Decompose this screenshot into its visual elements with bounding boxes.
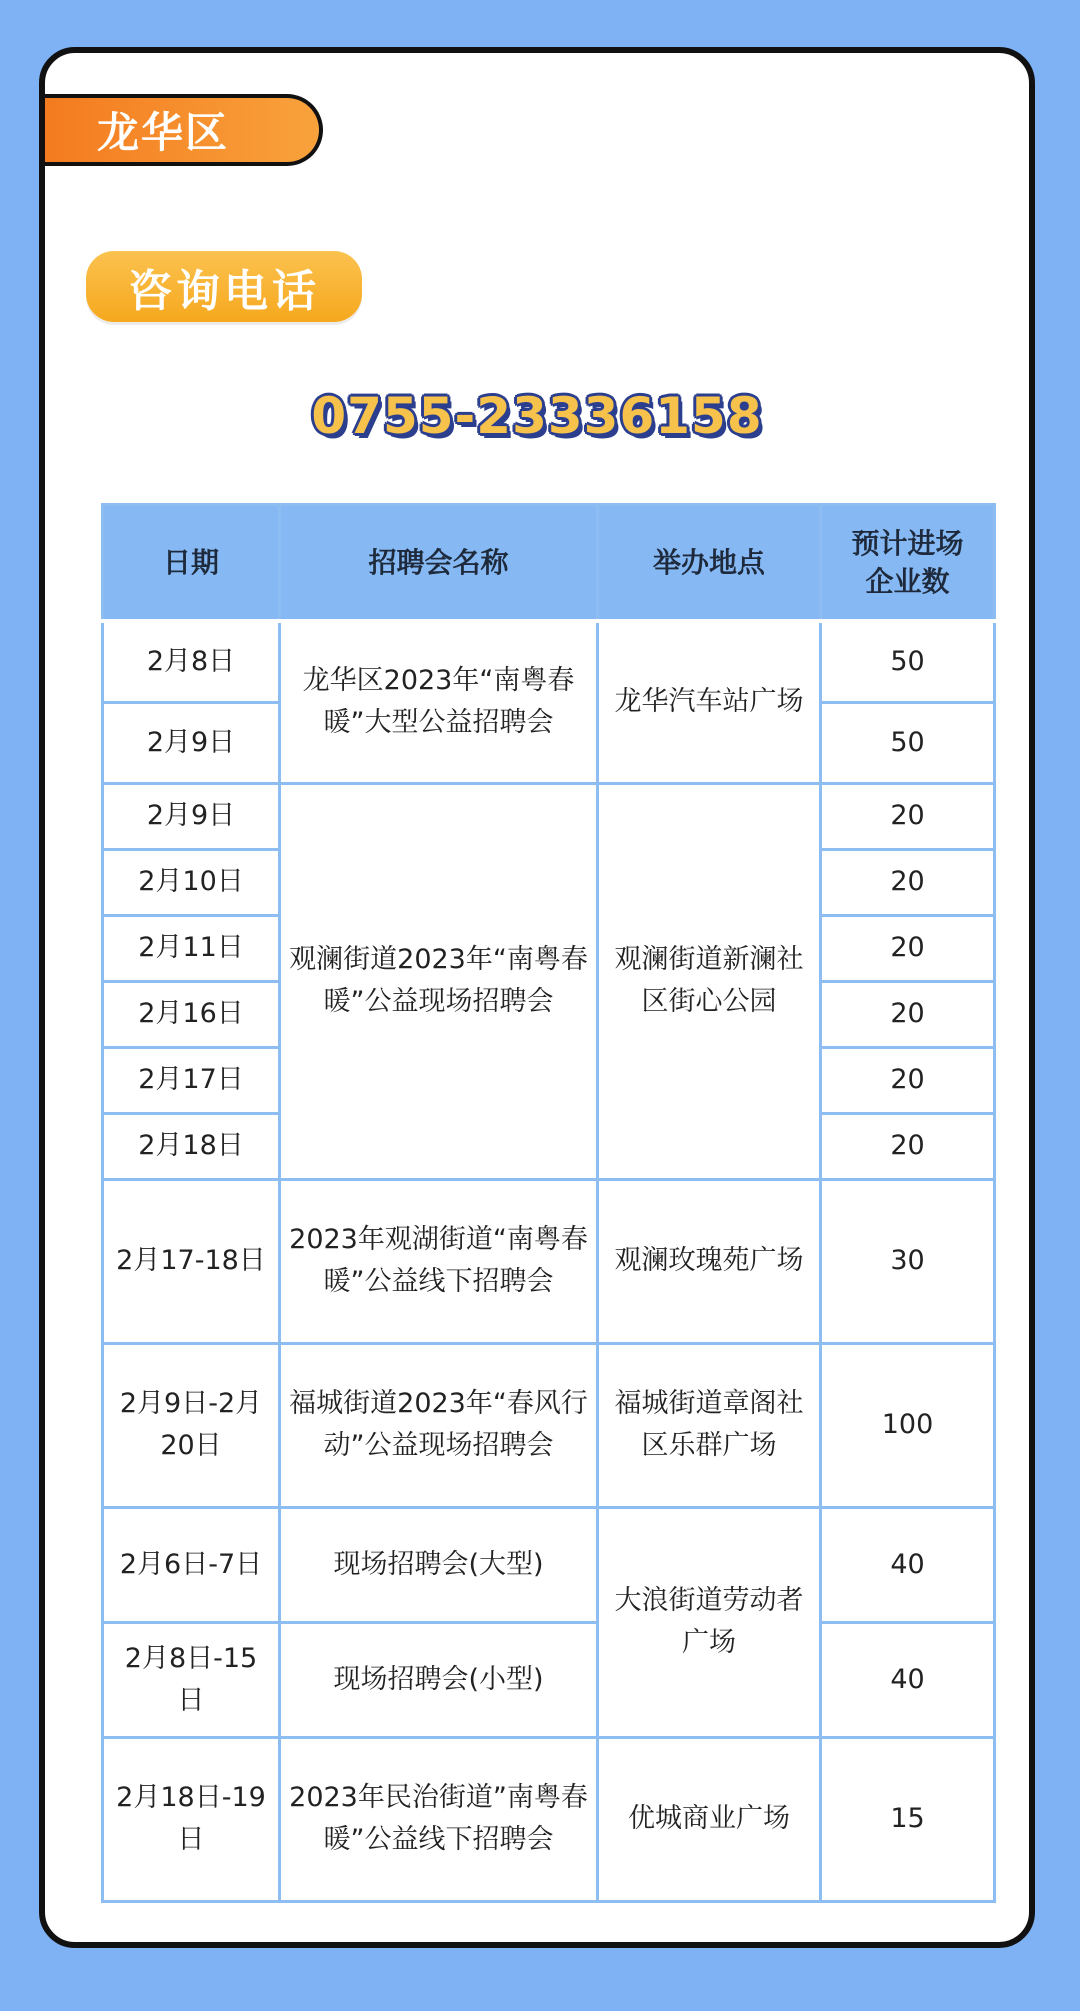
place-cell: 龙华汽车站广场 bbox=[598, 621, 821, 783]
fair-name-cell: 龙华区2023年“南粤春暖”大型公益招聘会 bbox=[280, 621, 598, 783]
count-cell: 20 bbox=[821, 981, 995, 1047]
fair-name-cell: 福城街道2023年“春风行动”公益现场招聘会 bbox=[280, 1343, 598, 1507]
date-cell: 2月9日-2月20日 bbox=[103, 1343, 280, 1507]
fair-name-cell: 现场招聘会(大型) bbox=[280, 1507, 598, 1622]
header-name: 招聘会名称 bbox=[280, 505, 598, 622]
count-cell: 30 bbox=[821, 1179, 995, 1343]
table-row bbox=[103, 1179, 995, 1343]
header-count: 预计进场企业数 bbox=[821, 505, 995, 622]
phone-number[interactable]: 0755-23336158 bbox=[311, 387, 763, 445]
header-place: 举办地点 bbox=[598, 505, 821, 622]
place-cell: 观澜街道新澜社区街心公园 bbox=[598, 783, 821, 1179]
fair-name-cell: 观澜街道2023年“南粤春暖”公益现场招聘会 bbox=[280, 783, 598, 1179]
table-row bbox=[103, 621, 995, 702]
table-row bbox=[103, 1507, 995, 1622]
fair-name-cell: 现场招聘会(小型) bbox=[280, 1622, 598, 1737]
district-tag: 龙华区 bbox=[39, 94, 323, 166]
table-row bbox=[103, 1737, 995, 1901]
date-cell: 2月9日 bbox=[103, 702, 280, 783]
count-cell: 50 bbox=[821, 621, 995, 702]
count-cell: 40 bbox=[821, 1622, 995, 1737]
count-cell: 20 bbox=[821, 1047, 995, 1113]
place-cell: 大浪街道劳动者广场 bbox=[598, 1507, 821, 1737]
date-cell: 2月11日 bbox=[103, 915, 280, 981]
date-cell: 2月9日 bbox=[103, 783, 280, 849]
date-cell: 2月8日-15日 bbox=[103, 1622, 280, 1737]
count-cell: 20 bbox=[821, 1113, 995, 1179]
place-cell: 观澜玫瑰苑广场 bbox=[598, 1179, 821, 1343]
table-row bbox=[103, 1343, 995, 1507]
count-cell: 40 bbox=[821, 1507, 995, 1622]
count-cell: 100 bbox=[821, 1343, 995, 1507]
date-cell: 2月10日 bbox=[103, 849, 280, 915]
date-cell: 2月6日-7日 bbox=[103, 1507, 280, 1622]
table-row bbox=[103, 1622, 995, 1737]
date-cell: 2月18日 bbox=[103, 1113, 280, 1179]
info-card bbox=[39, 47, 1035, 1948]
table-header-row bbox=[103, 505, 995, 622]
count-cell: 20 bbox=[821, 783, 995, 849]
count-cell: 50 bbox=[821, 702, 995, 783]
count-cell: 20 bbox=[821, 849, 995, 915]
job-fair-table bbox=[101, 503, 996, 1903]
fair-name-cell: 2023年民治街道”南粤春暖”公益线下招聘会 bbox=[280, 1737, 598, 1901]
count-cell: 20 bbox=[821, 915, 995, 981]
count-cell: 15 bbox=[821, 1737, 995, 1901]
date-cell: 2月17日 bbox=[103, 1047, 280, 1113]
date-cell: 2月16日 bbox=[103, 981, 280, 1047]
date-cell: 2月17-18日 bbox=[103, 1179, 280, 1343]
place-cell: 优城商业广场 bbox=[598, 1737, 821, 1901]
date-cell: 2月18日-19日 bbox=[103, 1737, 280, 1901]
place-cell: 福城街道章阁社区乐群广场 bbox=[598, 1343, 821, 1507]
fair-name-cell: 2023年观湖街道“南粤春暖”公益线下招聘会 bbox=[280, 1179, 598, 1343]
consult-phone-tag: 咨询电话 bbox=[86, 251, 362, 322]
table-row bbox=[103, 783, 995, 849]
date-cell: 2月8日 bbox=[103, 621, 280, 702]
header-date: 日期 bbox=[103, 505, 280, 622]
